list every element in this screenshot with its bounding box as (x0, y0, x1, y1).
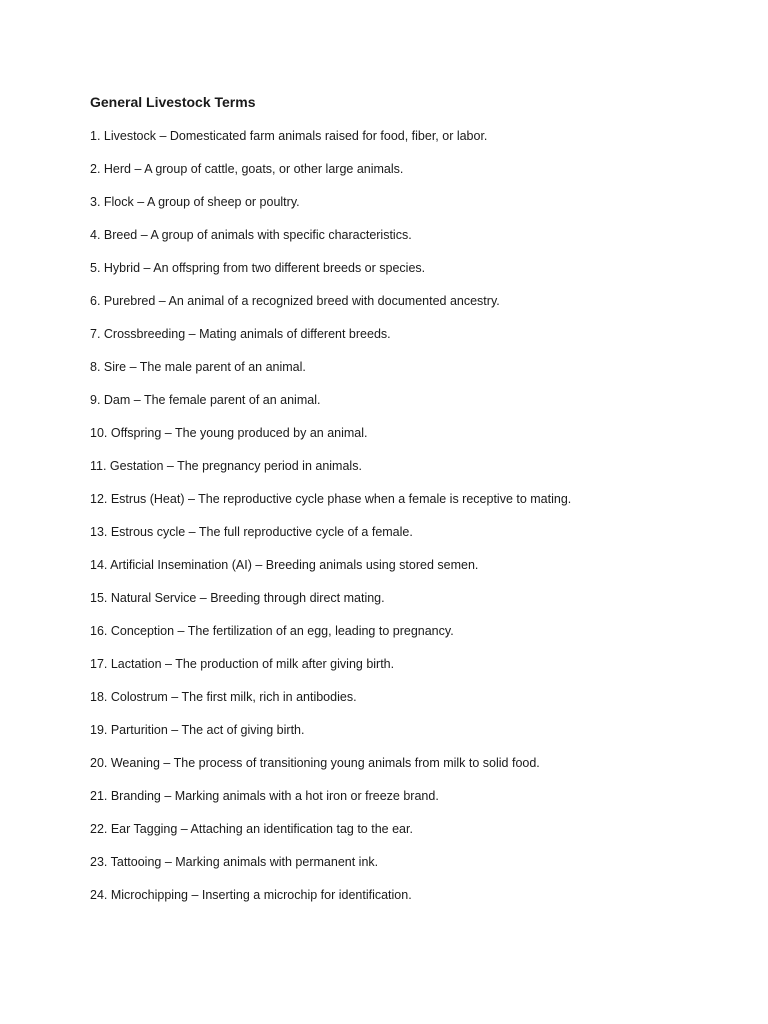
term-item-15: 15. Natural Service – Breeding through direct mating. (90, 591, 385, 605)
term-item-5: 5. Hybrid – An offspring from two different breeds or species. (90, 261, 426, 275)
term-item-23: 23. Tattooing – Marking animals with permanent ink. (90, 855, 379, 869)
term-item-10: 10. Offspring – The young produced by an animal. (90, 426, 368, 440)
term-item-24: 24. Microchipping – Inserting a microchip for identification. (90, 888, 412, 902)
term-item-17: 17. Lactation – The production of milk after giving birth. (90, 657, 395, 671)
term-item-11: 11. Gestation – The pregnancy period in animals. (90, 459, 362, 473)
term-item-8: 8. Sire – The male parent of an animal. (90, 360, 306, 374)
term-item-3: 3. Flock – A group of sheep or poultry. (90, 195, 300, 209)
term-item-14: 14. Artificial Insemination (AI) – Breeding animals using stored semen. (90, 558, 479, 572)
term-item-7: 7. Crossbreeding – Mating animals of different breeds. (90, 327, 391, 341)
term-item-13: 13. Estrous cycle – The full reproductive cycle of a female. (90, 525, 413, 539)
term-item-16: 16. Conception – The fertilization of an egg, leading to pregnancy. (90, 624, 454, 638)
term-list (90, 127, 571, 919)
term-item-20: 20. Weaning – The process of transitioning young animals from milk to solid food. (90, 756, 540, 770)
term-item-12: 12. Estrus (Heat) – The reproductive cycle phase when a female is receptive to mating. (90, 492, 572, 506)
term-item-1: 1. Livestock – Domesticated farm animals raised for food, fiber, or labor. (90, 129, 488, 143)
term-item-2: 2. Herd – A group of cattle, goats, or other large animals. (90, 162, 404, 176)
term-item-4: 4. Breed – A group of animals with specific characteristics. (90, 228, 412, 242)
document-title: General Livestock Terms (90, 94, 256, 110)
term-item-18: 18. Colostrum – The first milk, rich in antibodies. (90, 690, 357, 704)
term-item-21: 21. Branding – Marking animals with a hot iron or freeze brand. (90, 789, 439, 803)
term-item-6: 6. Purebred – An animal of a recognized breed with documented ancestry. (90, 294, 500, 308)
term-item-9: 9. Dam – The female parent of an animal. (90, 393, 321, 407)
term-item-22: 22. Ear Tagging – Attaching an identification tag to the ear. (90, 822, 413, 836)
term-item-19: 19. Parturition – The act of giving birth. (90, 723, 305, 737)
